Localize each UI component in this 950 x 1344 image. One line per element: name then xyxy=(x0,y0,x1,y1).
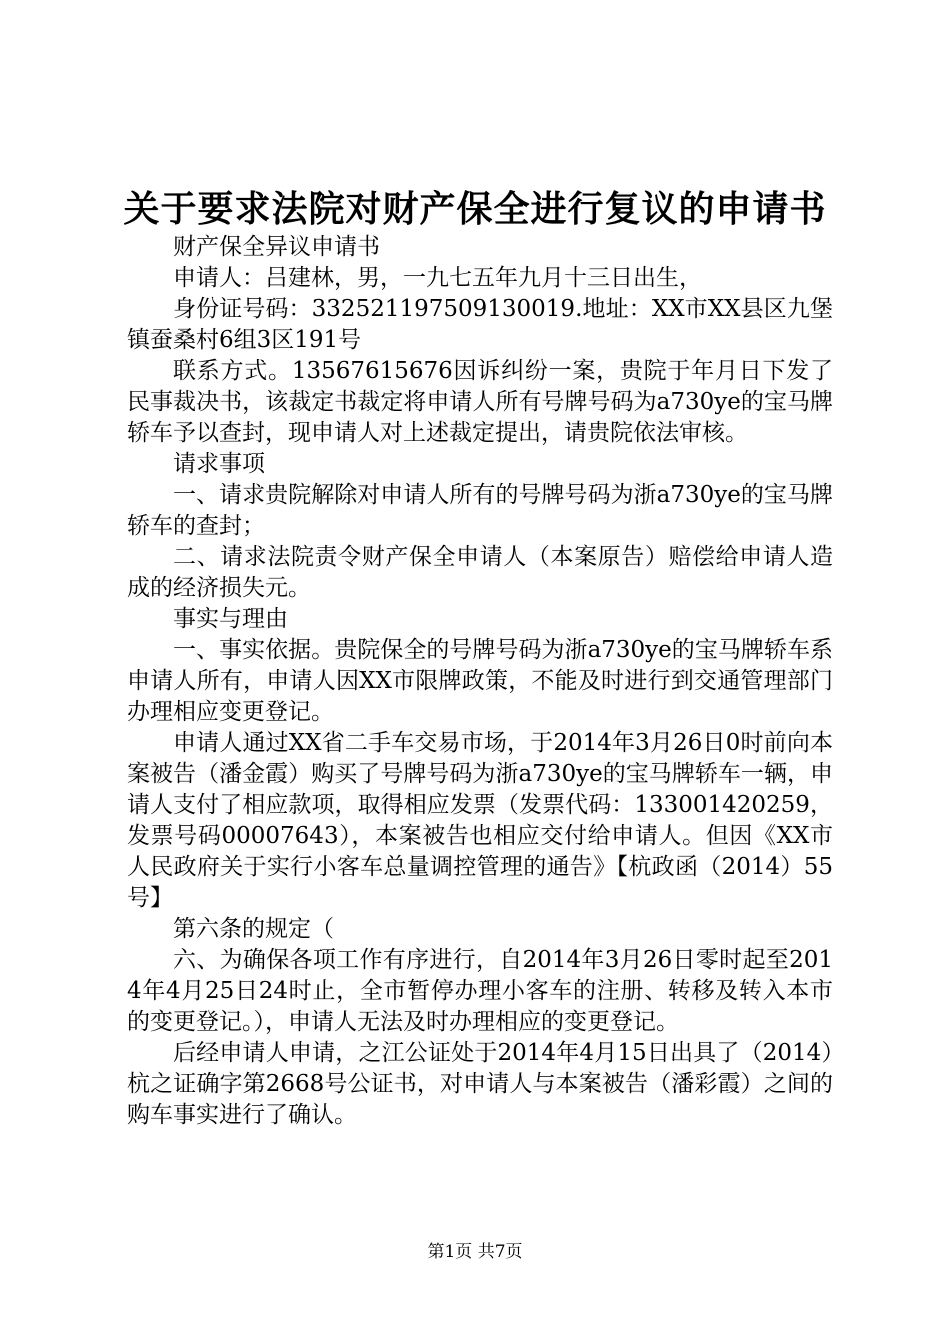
paragraph: 联系方式。13567615676因诉纠纷一案，贵院于年月日下发了民事裁决书，该裁定书裁定将申请人所有号牌号码为a730ye的宝马牌轿车予以查封，现申请人对上述裁定提出，请贵院依法审核。 xyxy=(127,358,833,446)
document-title: 关于要求法院对财产保全进行复议的申请书 xyxy=(123,188,827,230)
paragraph: 第六条的规定（ xyxy=(173,916,334,942)
paragraph: 身份证号码：332521197509130019.地址：XX市XX县区九堡镇蚕桑村6组3区191号 xyxy=(127,296,833,353)
paragraph: 一、事实依据。贵院保全的号牌号码为浙a730ye的宝马牌轿车系申请人所有，申请人因XX市限牌政策，不能及时进行到交通管理部门办理相应变更登记。 xyxy=(127,637,833,725)
page-number-footer: 第1页 共7页 xyxy=(427,1242,523,1262)
paragraph: 一、请求贵院解除对申请人所有的号牌号码为浙a730ye的宝马牌轿车的查封； xyxy=(127,482,833,539)
paragraph: 二、请求法院责令财产保全申请人（本案原告）赔偿给申请人造成的经济损失元。 xyxy=(127,544,833,601)
paragraph: 后经申请人申请，之江公证处于2014年4月15日出具了（2014）杭之证确字第2668号公证书，对申请人与本案被告（潘彩霞）之间的购车事实进行了确认。 xyxy=(127,1040,833,1128)
paragraph: 申请人：吕建林，男，一九七五年九月十三日出生， xyxy=(173,265,702,291)
paragraph: 六、为确保各项工作有序进行，自2014年3月26日零时起至2014年4月25日24时止，全市暂停办理小客车的注册、转移及转入本市的变更登记。），申请人无法及时办理相应的变更登记。 xyxy=(127,947,833,1035)
paragraph: 财产保全异议申请书 xyxy=(173,234,380,260)
section-heading: 事实与理由 xyxy=(173,606,288,632)
paragraph: 申请人通过XX省二手车交易市场，于2014年3月26日0时前向本案被告（潘金霞）购买了号牌号码为浙a730ye的宝马牌轿车一辆，申请人支付了相应款项，取得相应发票（发票代码：133001420259，发票号码00007643），本案被告也相应交付给申请人。但因《XX市人民政府关于实行小客车总量调控管理的通告》【杭政函（2014）55号】 xyxy=(127,730,833,911)
section-heading: 请求事项 xyxy=(173,451,265,477)
document-body xyxy=(127,232,833,1131)
